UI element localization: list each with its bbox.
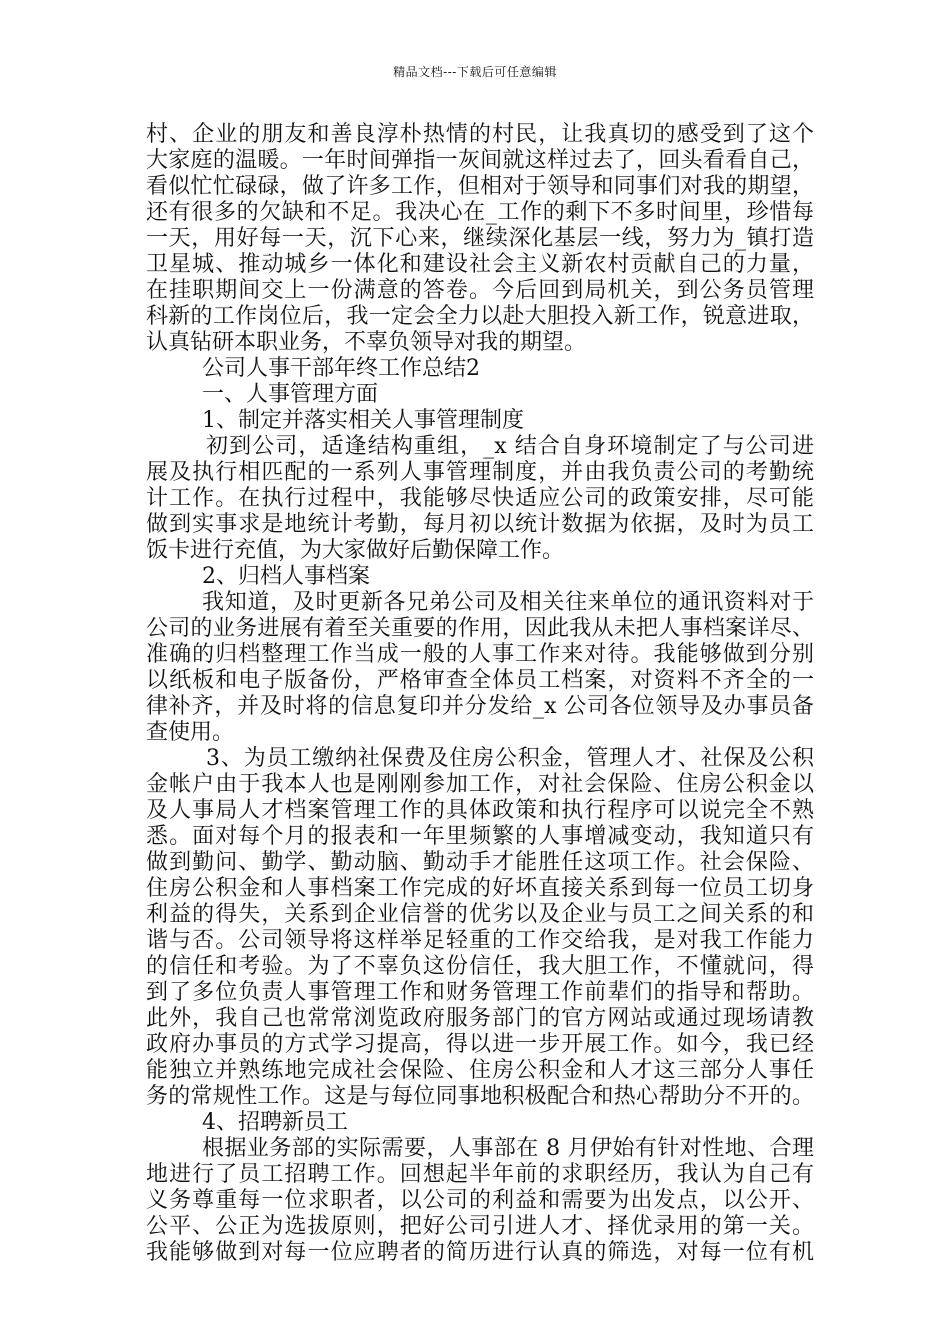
text-line: 公平、公正为选拔原则，把好公司引进人才、择优录用的第一关。 (146, 1214, 814, 1239)
text-line: 根据业务部的实际需要，人事部在 8 月伊始有针对性地、合理 (202, 1136, 814, 1161)
text-line: 一天，用好每一天，沉下心来，继续深化基层一线，努力为_镇打造 (146, 226, 814, 251)
text-line: 利益的得失，关系到企业信誉的优劣以及企业与员工之间关系的和 (146, 902, 814, 927)
text-line: 卫星城、推动城乡一体化和建设社会主义新农村贡献自己的力量， (146, 252, 814, 277)
text-line: 2、归档人事档案 (202, 564, 370, 589)
text-line: 做到勤问、勤学、勤动脑、勤动手才能胜任这项工作。社会保险、 (146, 850, 814, 875)
text-line: 我能够做到对每一位应聘者的简历进行认真的筛选，对每一位有机 (146, 1240, 814, 1265)
text-line: 到了多位负责人事管理工作和财务管理工作前辈们的指导和帮助。 (146, 980, 814, 1005)
text-line: 住房公积金和人事档案工作完成的好坏直接关系到每一位员工切身 (146, 876, 814, 901)
document-body (146, 122, 814, 1266)
text-line: 展及执行相匹配的一系列人事管理制度，并由我负责公司的考勤统 (146, 460, 814, 485)
page-header: 精品文档---下载后可任意编辑 (393, 65, 557, 79)
text-line: 政府办事员的方式学习提高，得以进一步开展工作。如今，我已经 (146, 1032, 814, 1057)
text-line: 义务尊重每一位求职者，以公司的利益和需要为出发点，以公开、 (146, 1188, 814, 1213)
text-line: 3、为员工缴纳社保费及住房公积金，管理人才、社保及公积 (206, 746, 814, 771)
text-line: 还有很多的欠缺和不足。我决心在_工作的剩下不多时间里，珍惜每 (146, 200, 814, 225)
text-line: 村、企业的朋友和善良淳朴热情的村民，让我真切的感受到了这个 (146, 122, 814, 147)
text-line: 在挂职期间交上一份满意的答卷。今后回到局机关，到公务员管理 (146, 278, 814, 303)
text-line: 看似忙忙碌碌，做了许多工作，但相对于领导和同事们对我的期望， (146, 174, 814, 199)
text-line: 做到实事求是地统计考勤，每月初以统计数据为依据，及时为员工 (146, 512, 814, 537)
text-line: 公司的业务进展有着至关重要的作用，因此我从未把人事档案详尽、 (146, 616, 814, 641)
text-line: 此外，我自己也常常浏览政府服务部门的官方网站或通过现场请教 (146, 1006, 814, 1031)
text-line: 公司人事干部年终工作总结2 (202, 356, 480, 381)
text-line: 初到公司，适逢结构重组，_x 结合自身环境制定了与公司进 (206, 434, 814, 459)
text-line: 4、招聘新员工 (202, 1110, 348, 1135)
text-line: 能独立并熟练地完成社会保险、住房公积金和人才这三部分人事任 (146, 1058, 814, 1083)
text-line: 悉。面对每个月的报表和一年里频繁的人事增减变动，我知道只有 (146, 824, 814, 849)
text-line: 我知道，及时更新各兄弟公司及相关往来单位的通讯资料对于 (202, 590, 814, 615)
text-line: 查使用。 (146, 720, 235, 745)
text-line: 地进行了员工招聘工作。回想起半年前的求职经历，我认为自己有 (146, 1162, 814, 1187)
text-line: 1、制定并落实相关人事管理制度 (202, 408, 524, 433)
text-line: 科新的工作岗位后，我一定会全力以赴大胆投入新工作，锐意进取， (146, 304, 814, 329)
text-line: 及人事局人才档案管理工作的具体政策和执行程序可以说完全不熟 (146, 798, 814, 823)
text-line: 一、人事管理方面 (202, 382, 379, 407)
text-line: 大家庭的温暖。一年时间弹指一灰间就这样过去了，回头看看自己， (146, 148, 814, 173)
text-line: 准确的归档整理工作当成一般的人事工作来对待。我能够做到分别 (146, 642, 814, 667)
text-line: 以纸板和电子版备份，严格审查全体员工档案，对资料不齐全的一 (146, 668, 814, 693)
text-line: 饭卡进行充值，为大家做好后勤保障工作。 (146, 538, 565, 563)
text-line: 律补齐，并及时将的信息复印并分发给_x 公司各位领导及办事员备 (146, 694, 814, 719)
text-line: 认真钻研本职业务，不辜负领导对我的期望。 (146, 330, 587, 355)
text-line: 计工作。在执行过程中，我能够尽快适应公司的政策安排，尽可能 (146, 486, 814, 511)
text-line: 谐与否。公司领导将这样举足轻重的工作交给我，是对我工作能力 (146, 928, 814, 953)
text-line: 务的常规性工作。这是与每位同事地积极配合和热心帮助分不开的。 (146, 1084, 814, 1109)
text-line: 的信任和考验。为了不辜负这份信任，我大胆工作，不懂就问，得 (146, 954, 814, 979)
text-line: 金帐户由于我本人也是刚刚参加工作，对社会保险、住房公积金以 (146, 772, 814, 797)
